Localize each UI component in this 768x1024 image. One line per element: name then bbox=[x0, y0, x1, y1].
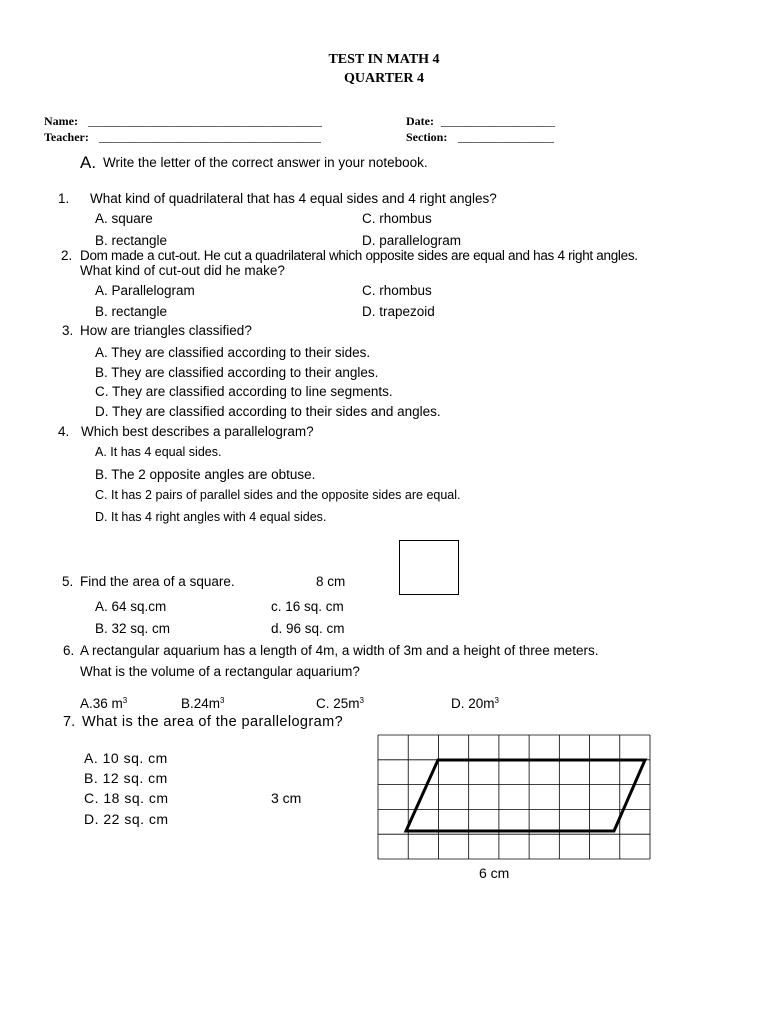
q5-text: Find the area of a square. bbox=[80, 574, 235, 589]
q4-text: Which best describes a parallelogram? bbox=[81, 424, 314, 439]
parallelogram-shape bbox=[406, 760, 645, 831]
q1-option-d: D. parallelogram bbox=[362, 233, 462, 248]
q7-number: 7. bbox=[63, 714, 76, 730]
q1-option-a: A. square bbox=[95, 211, 153, 226]
q3-text: How are triangles classified? bbox=[80, 323, 252, 338]
q5-number: 5. bbox=[62, 574, 74, 589]
q5-side-measure: 8 cm bbox=[316, 574, 346, 589]
test-title: TEST IN MATH 4 bbox=[328, 52, 440, 67]
q6-text-line1: A rectangular aquarium has a length of 4m, a width of 3m and a height of three meters. bbox=[80, 643, 599, 658]
q6-option-c: C. $25m^3$ bbox=[316, 696, 364, 711]
q7-text: What is the area of the parallelogram? bbox=[82, 714, 344, 730]
date-label: Date: bbox=[406, 114, 434, 128]
q1-option-c: C. rhombus bbox=[362, 211, 432, 226]
q2-text-line1: Dom made a cut-out. He cut a quadrilateral which opposite sides are equal and has 4 right angles. bbox=[80, 248, 638, 263]
q7-base-label: 6 cm bbox=[479, 865, 510, 881]
q1-number: 1. bbox=[58, 191, 70, 206]
parallelogram-grid-figure bbox=[376, 733, 652, 861]
q4-option-a: A. It has 4 equal sides. bbox=[95, 445, 222, 459]
q2-number: 2. bbox=[61, 248, 73, 263]
teacher-line: _____________________________________ bbox=[99, 130, 321, 144]
q3-option-c: C. They are classified according to line segments. bbox=[95, 384, 393, 399]
q6-option-d: D. $20m^3$ bbox=[451, 696, 499, 711]
q1-option-b: B. rectangle bbox=[95, 233, 168, 248]
q7-option-a: A. 10 sq. cm bbox=[84, 750, 168, 766]
name-label: Name: bbox=[44, 114, 78, 128]
q2-option-b: B. rectangle bbox=[95, 304, 168, 319]
q5-option-a: A. 64 sq.cm bbox=[95, 599, 167, 614]
q2-option-d: D. trapezoid bbox=[362, 304, 435, 319]
q6-text-line2: What is the volume of a rectangular aquarium? bbox=[80, 664, 360, 679]
q4-option-c: C. It has 2 pairs of parallel sides and the opposite sides are equal. bbox=[95, 488, 461, 502]
q6-option-a: A.36 $m^3$ bbox=[80, 696, 128, 711]
q5-option-d: d. 96 sq. cm bbox=[271, 621, 345, 636]
q3-option-d: D. They are classified according to their sides and angles. bbox=[95, 404, 441, 419]
q5-option-c: c. 16 sq. cm bbox=[271, 599, 344, 614]
section-line: ________________ bbox=[458, 130, 554, 144]
q7-height-label: 3 cm bbox=[271, 790, 302, 806]
grid-lines bbox=[378, 735, 650, 859]
q3-number: 3. bbox=[62, 323, 74, 338]
part-a-instruction: Write the letter of the correct answer in your notebook. bbox=[103, 155, 428, 170]
name-line: _______________________________________ bbox=[88, 114, 322, 128]
q7-option-d: D. 22 sq. cm bbox=[84, 811, 169, 827]
section-label: Section: bbox=[406, 130, 448, 144]
q5-option-b: B. 32 sq. cm bbox=[95, 621, 171, 636]
q1-text: What kind of quadrilateral that has 4 equal sides and 4 right angles? bbox=[90, 191, 497, 206]
q7-option-c: C. 18 sq. cm bbox=[84, 790, 169, 806]
q4-option-b: B. The 2 opposite angles are obtuse. bbox=[95, 467, 316, 482]
quarter-label: QUARTER 4 bbox=[343, 71, 424, 86]
q6-option-b: $B.24m^3$ bbox=[181, 696, 225, 711]
q6-number: 6. bbox=[63, 643, 75, 658]
q3-option-a: A. They are classified according to their sides. bbox=[95, 345, 371, 360]
q2-text-line2: What kind of cut-out did he make? bbox=[80, 263, 285, 278]
teacher-label: Teacher: bbox=[44, 130, 89, 144]
part-a-letter: A. bbox=[80, 153, 97, 172]
square-figure bbox=[399, 540, 459, 595]
date-line: ___________________ bbox=[441, 114, 555, 128]
q2-option-c: C. rhombus bbox=[362, 283, 432, 298]
q4-number: 4. bbox=[58, 424, 70, 439]
q3-option-b: B. They are classified according to their angles. bbox=[95, 365, 379, 380]
q7-option-b: B. 12 sq. cm bbox=[84, 770, 168, 786]
q4-option-d: D. It has 4 right angles with 4 equal sides. bbox=[95, 510, 327, 524]
q2-option-a: A. Parallelogram bbox=[95, 283, 195, 298]
